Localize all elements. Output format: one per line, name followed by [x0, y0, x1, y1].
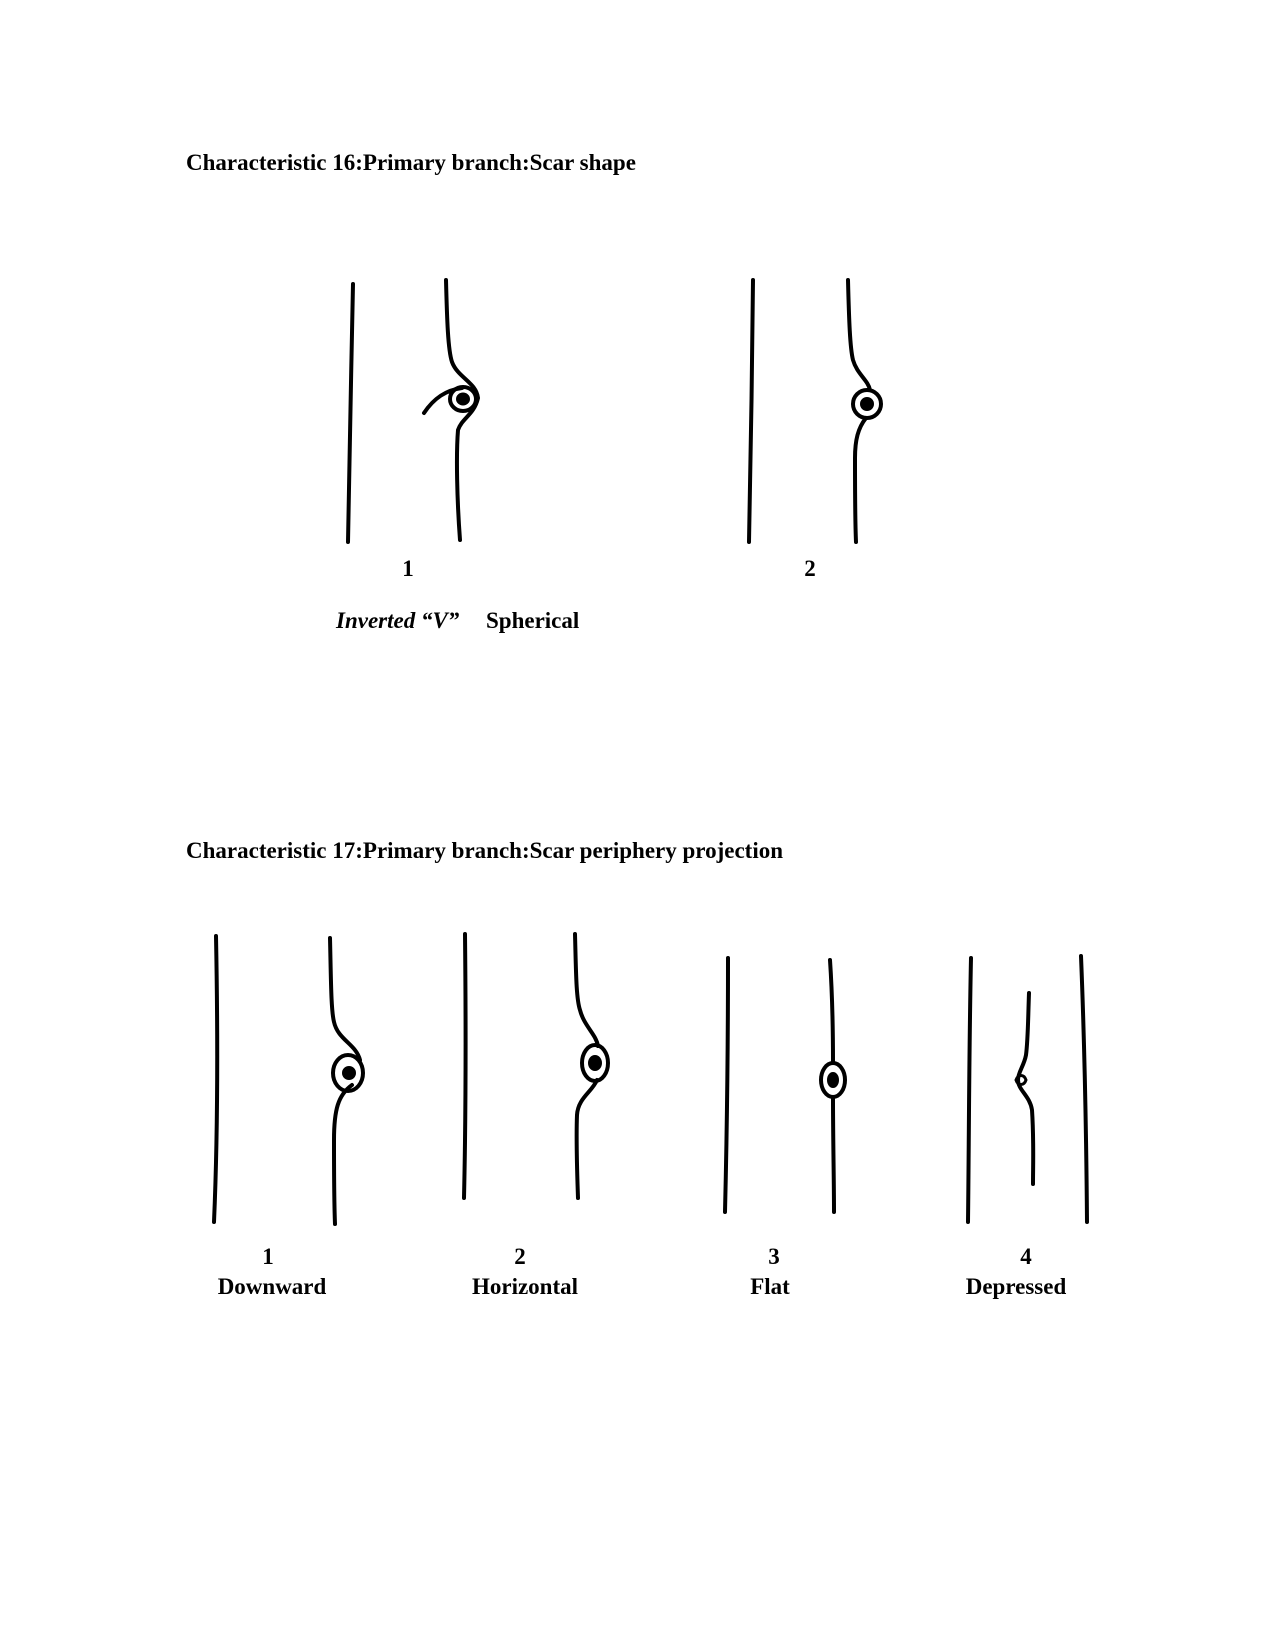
char17-state-3-name: Flat [750, 1274, 790, 1299]
projection-horizontal-drawing [464, 934, 608, 1198]
char17-state-2-number: 2 [514, 1244, 526, 1269]
char16-state-2-name: Spherical [486, 608, 580, 633]
scar-shape-spherical-drawing [749, 280, 881, 542]
projection-flat-drawing [725, 958, 845, 1212]
char17-state-3-number: 3 [768, 1244, 780, 1269]
char16-state-1-name: Inverted “V” [336, 608, 460, 633]
char17-state-1-name: Downward [217, 1274, 327, 1299]
char16-state-1-number: 1 [402, 556, 414, 581]
characteristic-16-title: Characteristic 16:Primary branch:Scar shape [186, 150, 636, 175]
char17-state-2-name: Horizontal [471, 1274, 579, 1299]
char16-state-2-number: 2 [804, 556, 816, 581]
char17-state-1-number: 1 [262, 1244, 274, 1269]
char17-state-4-number: 4 [1020, 1244, 1032, 1269]
characteristic-17-title: Characteristic 17:Primary branch:Scar periphery projection [186, 838, 784, 863]
scar-shape-inverted-v-drawing [348, 280, 478, 542]
char17-state-4-name: Depressed [965, 1274, 1067, 1299]
projection-downward-drawing [214, 936, 363, 1224]
projection-depressed-drawing [968, 956, 1087, 1222]
